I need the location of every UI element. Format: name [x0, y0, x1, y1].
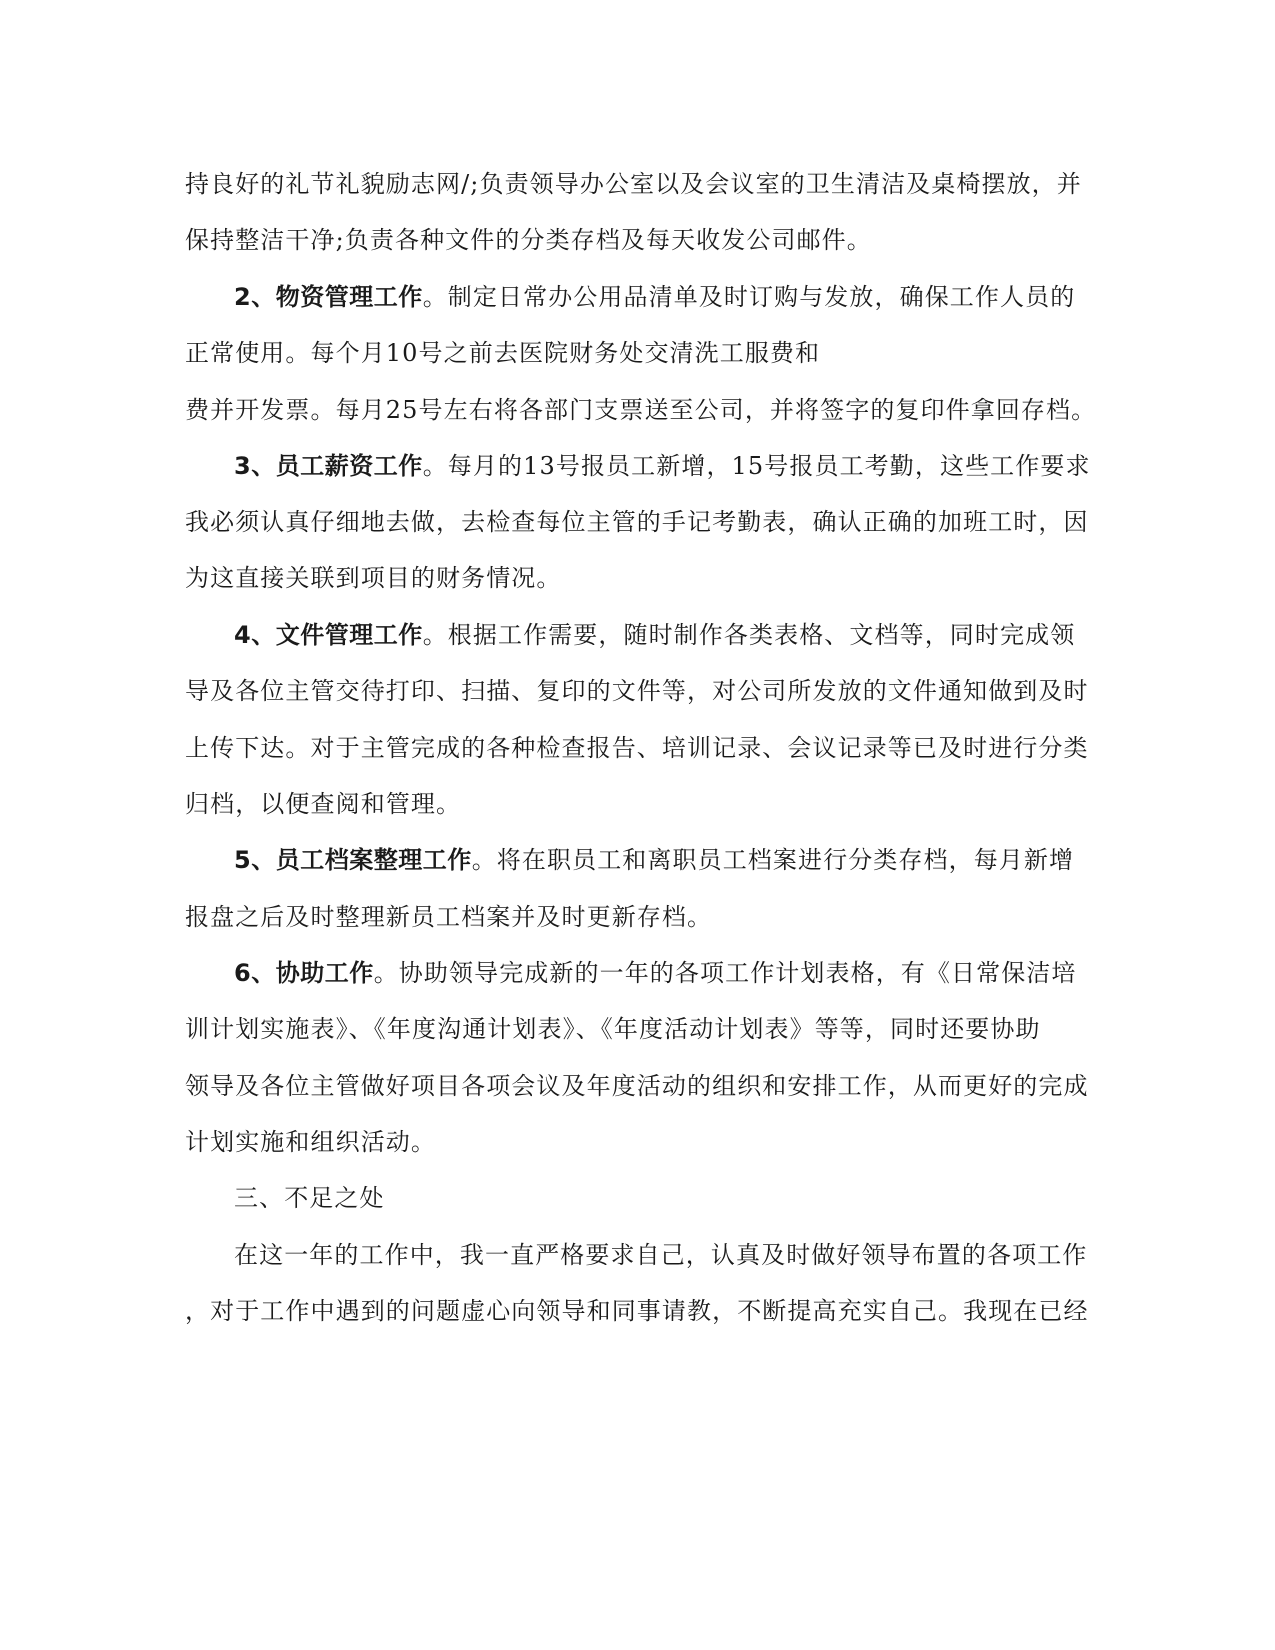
section-3-title: 三、不足之处: [234, 1184, 385, 1212]
paragraph-2-text: 。制定日常办公用品清单及时订购与发放，确保工作人员的: [422, 283, 1076, 311]
paragraph-5-line-1: [234, 840, 1134, 880]
paragraph-4-text: 。根据工作需要，随时制作各类表格、文档等，同时完成领: [422, 621, 1076, 649]
paragraph-5-heading: 5、员工档案整理工作: [234, 846, 472, 874]
paragraph-6-heading: 6、协助工作: [234, 959, 374, 987]
paragraph-2-line-2: 正常使用。每个月10号之前去医院财务处交清洗工服费和: [185, 339, 821, 367]
paragraph-6-line-2: 训计划实施表》、《年度沟通计划表》、《年度活动计划表》等等，同时还要协助: [185, 1015, 1041, 1043]
paragraph-6-line-3: 领导及各位主管做好项目各项会议及年度活动的组织和安排工作，从而更好的完成: [185, 1072, 1089, 1100]
paragraph-4-line-2: 导及各位主管交待打印、扫描、复印的文件等，对公司所发放的文件通知做到及时: [185, 677, 1089, 705]
paragraph-5-text: 。将在职员工和离职员工档案进行分类存档，每月新增: [471, 846, 1075, 874]
paragraph-3-text: 。每月的13号报员工新增，15号报员工考勤，这些工作要求: [422, 452, 1091, 480]
paragraph-2-heading: 2、物资管理工作: [234, 283, 423, 311]
paragraph-5-line-2: 报盘之后及时整理新员工档案并及时更新存档。: [185, 903, 713, 931]
paragraph-6-line-1: [234, 953, 1134, 993]
paragraph-3-heading: 3、员工薪资工作: [234, 452, 423, 480]
paragraph-6-line-4: 计划实施和组织活动。: [185, 1128, 436, 1156]
paragraph-1-line-2: 保持整洁干净;负责各种文件的分类存档及每天收发公司邮件。: [185, 226, 872, 254]
paragraph-4-line-3: 上传下达。对于主管完成的各种检查报告、培训记录、会议记录等已及时进行分类: [185, 734, 1089, 762]
paragraph-1-line-1: 持良好的礼节礼貌励志网/;负责领导办公室以及会议室的卫生清洁及桌椅摆放，并: [185, 170, 1082, 198]
paragraph-3-line-1: [234, 446, 1134, 486]
paragraph-3-line-3: 为这直接关联到项目的财务情况。: [185, 564, 562, 592]
paragraph-2-line-1: [234, 277, 1134, 317]
paragraph-4-heading: 4、文件管理工作: [234, 621, 423, 649]
paragraph-4-line-1: [234, 615, 1134, 655]
paragraph-4-line-4: 归档，以便查阅和管理。: [185, 790, 462, 818]
paragraph-7-line-1: 在这一年的工作中，我一直严格要求自己，认真及时做好领导布置的各项工作: [234, 1241, 1088, 1269]
paragraph-3-line-2: 我必须认真仔细地去做，去检查每位主管的手记考勤表，确认正确的加班工时，因: [185, 508, 1089, 536]
paragraph-2-line-3: 费并开发票。每月25号左右将各部门支票送至公司，并将签字的复印件拿回存档。: [185, 396, 1097, 424]
paragraph-6-text: 。协助领导完成新的一年的各项工作计划表格，有《日常保洁培: [373, 959, 1077, 987]
paragraph-7-line-2: ，对于工作中遇到的问题虚心向领导和同事请教，不断提高充实自己。我现在已经: [185, 1297, 1089, 1325]
